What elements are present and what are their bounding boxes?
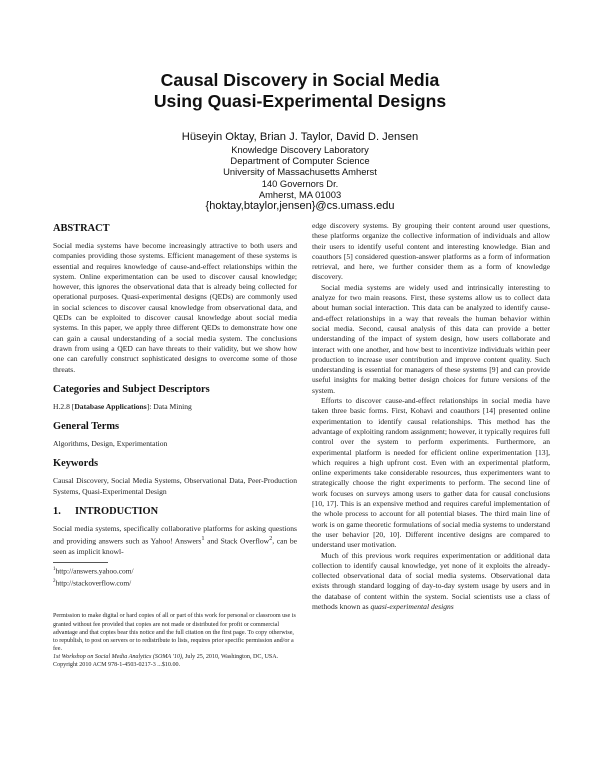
- copyright-line: Copyright 2010 ACM 978-1-4503-0217-3 ...$10.00.: [53, 661, 181, 668]
- author-block: [0, 130, 600, 213]
- introduction-heading: [53, 506, 297, 518]
- copyright-block: [53, 612, 297, 669]
- title-line-2: Using Quasi-Experimental Designs: [153, 91, 447, 111]
- footnote-number: 1: [53, 567, 56, 573]
- footnote: [53, 565, 293, 576]
- right-column: [312, 221, 550, 612]
- body-paragraph: Efforts to discover cause-and-effect relationships in social media have taken three basic forms. First, Kohavi and coauthors [14] presented online experimentation to identify causal relationships. This method has the advantage of exploiting random assignment; however, it typically requires full control over the system to perform experiments. Furthermore, an experimental platform is needed for efficient online experimentation [13], which requires a high upfront cost. Even with an experimental platform, online experiments take considerable resources, thus experimenters want to strategically choose the right experiments to perform. The second line of work focuses on surveys among users to gather data for causal conclusions [10, 17]. This is an expensive method and requires careful implementation of the whole process to account for all potential biases. The third main line of work is on game theoretic formulations of social media systems to understand the user behavior [20, 10]. Different incentive designs are compared to understand user motivation.: [312, 396, 550, 550]
- keywords-heading: Keywords: [53, 458, 99, 470]
- footnote-mark: 2: [269, 535, 273, 543]
- intro-text-a: Social media systems, specifically collaborative platforms for asking questions and providing answers such as Yahoo! Answers: [53, 524, 297, 546]
- affiliation-line: Knowledge Discovery Laboratory: [231, 144, 369, 155]
- affiliation-line: Amherst, MA 01003: [258, 188, 342, 200]
- categories-heading: Categories and Subject Descriptors: [53, 383, 210, 395]
- section-number: 1.: [53, 506, 61, 518]
- body-paragraph: Social media systems are widely used and intrinsically interesting to analyze for two main reasons. First, these systems allow us to collect data about human social interaction. This data can be analyzed to identify cause-and-effect relationships in a way that reveals the human behavior within social media. Second, causal analysis of this data can provide a better understanding of the impact of system design, how users collaborate and interact with one another, and how best to incentivize individuals within peer production to increase user contribution and improve content quality. Such understanding is essential for managers of these systems [9] and can provide useful insights for making better design choices for future versions of the system.: [312, 282, 550, 395]
- body-text: Much of this previous work requires experimentation or additional data collection to identify causal knowledge, yet none of it exploits the already-collected observational data of social media systems. Observational data exists through standard logging of day-to-day system usage by users and in the database of content within the system. Social scientists use a class of methods known as: [312, 550, 550, 611]
- introduction-paragraph: [53, 524, 297, 557]
- keywords-text: Causal Discovery, Social Media Systems, Observational Data, Peer-Production Systems, Quasi-Experimental Design: [53, 476, 297, 496]
- categories-code: H.2.8 [: [53, 401, 75, 411]
- body-paragraph: [312, 551, 550, 613]
- intro-text-b: and Stack Overflow: [204, 536, 270, 546]
- footnote-url: http://answers.yahoo.com/: [55, 566, 134, 576]
- venue-name: 1st Workshop on Social Media Analytics (SOMA '10),: [53, 653, 184, 660]
- affiliation-line: 140 Governors Dr.: [261, 177, 339, 189]
- footnotes: [53, 562, 134, 588]
- left-column: [53, 223, 297, 669]
- body-paragraph: edge discovery systems. By grouping their content around user questions, these platforms organize the collective information of individuals and allow their users to identify useful content and interesting knowledge. Bian and coauthors [5] considered question-answer platforms as a form of information retrieval, and here, we further consider them as a form of knowledge discovery.: [312, 221, 550, 282]
- title-line-1: Causal Discovery in Social Media: [160, 70, 440, 90]
- abstract-heading: ABSTRACT: [53, 223, 110, 234]
- venue-line: [53, 653, 297, 661]
- categories-text: [53, 402, 297, 412]
- emphasis-text: quasi-experimental designs: [370, 601, 454, 611]
- affiliation-line: Department of Computer Science: [230, 155, 370, 167]
- categories-bold: Database Applications: [74, 401, 147, 411]
- general-terms-text: Algorithms, Design, Experimentation: [53, 439, 168, 449]
- footnote-mark: 1: [201, 535, 205, 543]
- section-title: INTRODUCTION: [75, 506, 159, 518]
- author-names: Hüseyin Oktay, Brian J. Taylor, David D. Jensen: [181, 131, 419, 143]
- footnote-number: 2: [53, 578, 56, 584]
- footnote: [53, 577, 293, 588]
- author-email: {hoktay,btaylor,jensen}@cs.umass.edu: [205, 200, 395, 213]
- affiliation-line: University of Massachusetts Amherst: [223, 166, 377, 178]
- venue-details: July 25, 2010, Washington, DC, USA.: [183, 653, 279, 660]
- paper-title: [0, 70, 600, 112]
- abstract-text: Social media systems have become increasingly attractive to both users and companies providing those systems. Efficient management of these systems is essential and requires knowledge of cause-and-effect relationships within the system. Online experimentation can be used to discover causal knowledge; however, this ignores the observational data that is already being collected for operational purposes. Quasi-experimental designs (QEDs) are commonly used in social sciences to discover causal knowledge from observational data, and QEDs can be exploited to discover causal knowledge about social media systems. In this paper, we apply three different QEDs to demonstrate how one can gain a causal understanding of a social media system. The conclusions drawn from using a QED can have threats to their validity, but we show how one can carefully construct sophisticated designs to overcome some of those threats.: [53, 241, 297, 374]
- footnote-url: http://stackoverflow.com/: [55, 578, 132, 588]
- general-terms-heading: General Terms: [53, 421, 120, 433]
- categories-rest: ]: Data Mining: [146, 401, 192, 411]
- permission-notice: Permission to make digital or hard copies of all or part of this work for personal or classroom use is granted without fee provided that copies are not made or distributed for profit or commercial advantage and that copies bear this notice and the full citation on the first page. To copy otherwise, to republish, to post on servers or to redistribute to lists, requires prior specific permission and/or a fee.: [53, 613, 296, 652]
- intro-text-c: , can be seen as implicit knowl-: [53, 536, 297, 557]
